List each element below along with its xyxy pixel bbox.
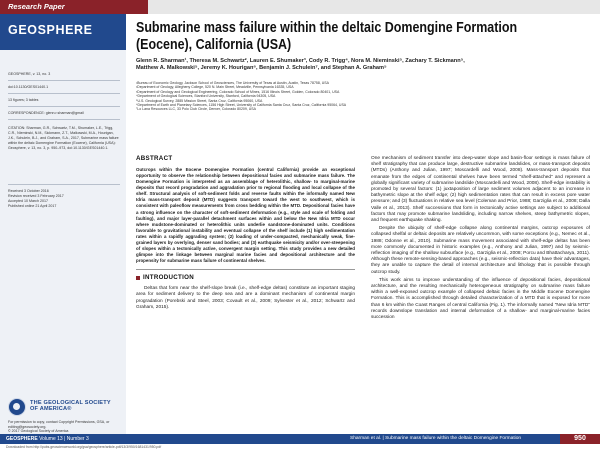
sidebar-divider [8, 106, 120, 107]
affiliation: ²Department of Geology, Allegheny College, 520 N. Main Street, Meadville, Pennsylvania 16335, USA [136, 85, 294, 90]
top-bar [0, 0, 600, 14]
journal-logo-text: GEOSPHERE [8, 23, 93, 37]
footer-journal-name: GEOSPHERE [6, 436, 38, 442]
body-paragraph-3: This work aims to improve understanding of the influence of depositional facies, depositional architecture, and the resulting mechanically heterogeneous stratigraphy on submarine mass failure within a well-exposed outcrop example of collapsed deltaic facies in the Middle Eocene Domengine Formation. This is accomplished through detailed characterization of a MTD that is exposed for more than 6 km within the Coast Ranges of central California (Fig. 1). The informally named "New Idria MTD" records downslope translation and internal deformation of a shallow- and marginal-marine facies succession [371, 277, 590, 321]
sidebar-divider [8, 119, 120, 120]
journal-logo[interactable] [0, 14, 126, 50]
footer-volume: Volume 13 | Number 3 [39, 436, 89, 442]
citation: CITATION: Sharman, G.R., Schwartz, T.M., Shumaker, L.E., Trigg, C.R., Nieminski, N.M., Sickmann, Z.T., Malkowski, M.A., Hourigan, J.K., Schulein, B.J., and Graham, S.A., 2017, Submarine mass failure within the deltaic Domengine Formation (Eocene), California (USA): Geosphere, v. 13, no. 3, p. 950–973, doi:10.1130/GES01440.1. [8, 126, 119, 150]
title-line-1: Submarine mass failure within the deltaic Domengine Formation [136, 20, 518, 36]
revision-date: Revision received 3 February 2017 [8, 194, 64, 198]
accepted-date: Accepted 10 March 2017 [8, 199, 48, 203]
top-stripe [148, 0, 600, 14]
figures-count: 13 figures; 3 tables [8, 98, 39, 102]
authors-line-2: Matthew A. Malkowski⁵, Jeremy K. Hourigan⁶, Benjamin J. Schulein⁷, and Stephan A. Graham⁵ [136, 65, 387, 72]
sidebar-divider [8, 184, 120, 185]
permission-note: For permission to copy, contact Copyright Permissions, GSA, or editing@geosociety.org. [8, 420, 110, 429]
correspondence[interactable]: CORRESPONDENCE: glenn.r.sharman@gmail [8, 111, 84, 115]
left-column [136, 156, 355, 313]
authors-line-1: Glenn R. Sharman¹, Theresa M. Schwartz², Lauren E. Shumaker³, Cody R. Trigg⁴, Nora M. Nieminski⁵, Zachary T. Sickmann⁵, [136, 58, 465, 64]
title-line-2: (Eocene), California (USA) [136, 36, 292, 53]
gsa-seal-icon [8, 398, 26, 416]
received-date: Received 3 October 2016 [8, 189, 49, 193]
affiliation: ⁷Lo Lana Resources LLC, 33 Polo Club Circle, Denver, Colorado 80209, USA [136, 107, 256, 112]
right-column [371, 156, 590, 323]
gsa-name: THE GEOLOGICAL SOCIETY OF AMERICA® [30, 400, 111, 413]
affiliation: ⁶Department of Earth and Planetary Sciences, 1156 High Street, University of California Santa Cruz, Santa Cruz, California 95064, USA [136, 103, 347, 108]
doi-link[interactable]: doi:10.1130/GES01440.1 [8, 85, 49, 89]
abstract-divider [136, 269, 355, 270]
body-paragraph-1: One mechanism of sediment transfer into deep-water slope and basin-floor settings is mass failure of shelf stratigraphy that can produce large, destructive submarine landslides, or mass-transport deposits (MTDs) (Anthony and Julian, 1997; Moscardelli and Wood, 2008). Mass-transport deposits that emanate from the edges of continental shelves have been termed "shelf-attached" and represent a globally significant variety of submarine landslide (Moscardelli and Wood, 2008). Shelf-edge instability is promoted by several factors: (1) juxtaposition of large sediment volumes adjacent to an increase in bathymetric slope at the shelf edge; (2) high sedimentation rates that can result in excess pore water pressure; and (3) fluctuations in relative sea level (Coleman and Prior, 1988; Garziglia et al., 2008; Dalla Valle et al., 2013). Shelf successions that form in tectonically active settings are subject to additional factors that may promote submarine landsliding, including narrow shelves, steep bathymetric slopes, and frequent earthquake shaking. [371, 156, 590, 224]
research-paper-badge: Research Paper [0, 0, 148, 14]
affiliation: ⁴Department of Geological Sciences, Stanford University, Stanford, California 94305, USA [136, 94, 276, 99]
introduction-heading-text: INTRODUCTION [143, 273, 195, 281]
affiliation: ³Department of Geology and Geological Engineering, Colorado School of Mines, 1516 Illinois Street, Golden, Colorado 80401, USA [136, 89, 340, 94]
sidebar-divider [8, 93, 120, 94]
introduction-heading [136, 275, 355, 281]
body-paragraph-2: Despite the ubiquity of shelf-edge collapse along continental margins, outcrop exposures of collapsed shelfal or deltaic deposits are relatively uncommon, with some exceptions (e.g., Nemec et al., 1988; Odonne et al., 2010). Submarine mass movement associated with shelf-edge deltas has been more commonly documented in historic examples (e.g., Anthony and Julian, 1997) and by seismic-reflection imaging of the shallow subsurface (e.g., Garziglia et al., 2008; Porcu and Bhattacharya, 2011). Although these remote-sensing-based approaches (e.g., seismic-reflection data) have their advantages, they are unable to capture the detail of internal architecture and lithology that is possible through outcrop study. [371, 226, 590, 275]
footer-running-title: Sharman et al. | Submarine mass failure within the deltaic Domengine Formation [350, 436, 522, 441]
affiliations [136, 81, 588, 112]
download-note[interactable]: Downloaded from http://pubs.geoscienceworld.org/gsa/geosphere/article-pdf/13/3/950/1681431/950.pdf [6, 445, 162, 449]
affiliation: ⁵U.S. Geological Survey, 2885 Mission Street, Santa Cruz, California 95060, USA [136, 98, 263, 103]
authors [136, 58, 588, 73]
abstract-body: Outcrops within the Eocene Domengine Formation (central California) provide an exceptional opportunity to observe the relationship between depositional facies and submarine mass failure. The Domengine Formation is interpreted as an assemblage of heterolithic, shallow- to marginal-marine deposits that record progradation and aggradation prior to regional flooding and local collapse of the shelf. Structural analysis of soft-sediment folds and reverse faults within the informally named New Idria mass-transport deposit (MTD) suggests transport toward the west to southwest, which is consistent with paleoflow measurements from cross bedding within the MTD. Depositional facies have a strong influence on the character of soft-sediment deformation (e.g., style and scale of folding and faulting), and major layer-parallel detachment surfaces within and below the New Idria MTD occur where mudstone-dominated or heterolithic units underlie sandstone-dominated units. Conditions favorable to gravitational instability and eventual collapse of the shelf include (1) high sedimentation rates within a rapidly aggrading system; (2) loading of under-compacted, mechanically weak, fine-grained layers by overlying, denser sand bodies; and (3) earthquake seismicity and/or over-steepening of slopes within a tectonically active, convergent margin setting. This study provides a new detailed glimpse into the linkage between marginal marine facies and depositional architecture and the propensity for submarine mass failure of continental shelves. [136, 167, 355, 263]
journal-line: GEOSPHERE, v. 13, no. 3 [8, 72, 51, 76]
footer-journal [6, 435, 89, 443]
footer [0, 434, 600, 455]
affiliation: ¹Bureau of Economic Geology, Jackson School of Geosciences, The University of Texas at Austin, Austin, Texas 78758, USA [136, 81, 329, 85]
gsa-logo[interactable] [8, 398, 120, 418]
copyright: © 2017 Geological Society of America [8, 429, 69, 433]
sidebar [0, 14, 126, 434]
sidebar-divider [8, 80, 120, 81]
article-title [136, 20, 518, 53]
abstract-heading [136, 156, 355, 162]
introduction-paragraph: Deltas that form near the shelf-slope break (i.e., shelf-edge deltas) constitute an important staging area for sediment delivery to the deep sea and are a dominant mechanism of continental margin progradation (Porebski and Steel, 2003; Covault et al., 2009; Sylvester et al., 2012; Schwartz and Graham, 2015). [136, 286, 355, 310]
page-number: 950 [560, 434, 600, 444]
abstract-heading-text: ABSTRACT [136, 155, 173, 162]
section-square-icon [136, 276, 140, 280]
published-date: Published online 21 April 2017 [8, 204, 57, 208]
